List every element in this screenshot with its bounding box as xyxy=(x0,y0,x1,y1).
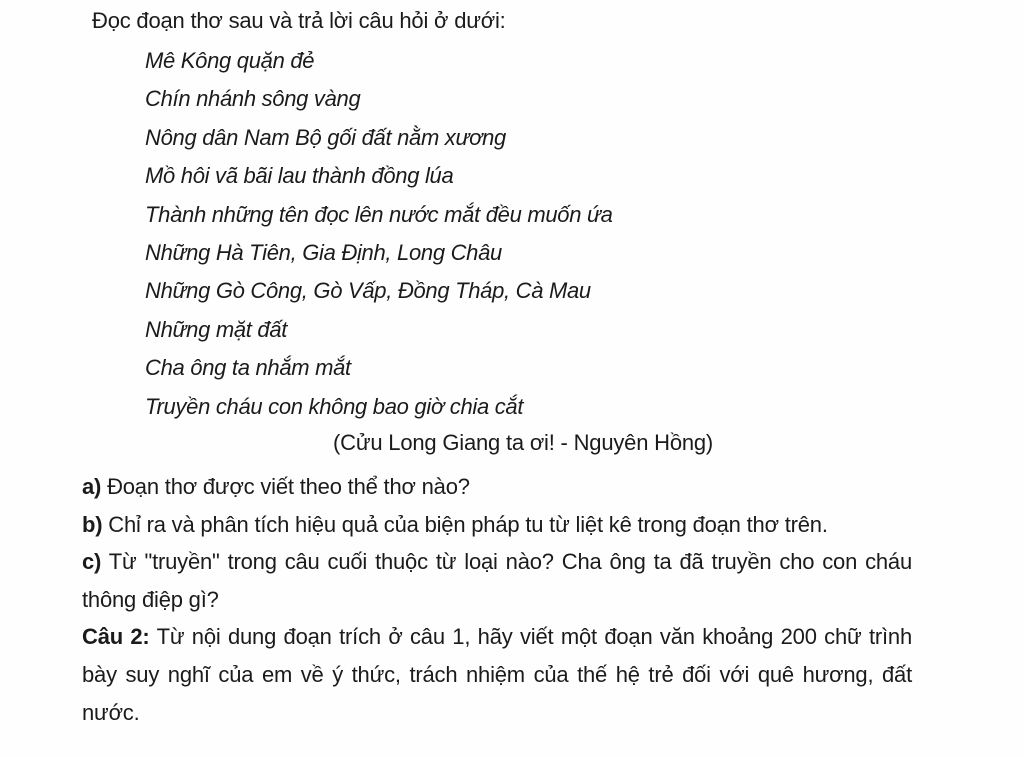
poem-line: Nông dân Nam Bộ gối đất nằm xương xyxy=(145,124,506,150)
question-a xyxy=(82,468,912,506)
question-text: Chỉ ra và phân tích hiệu quả của biện pháp tu từ liệt kê trong đoạn thơ trên. xyxy=(102,511,828,537)
instruction-text: Đọc đoạn thơ sau và trả lời câu hỏi ở dưới: xyxy=(92,8,506,33)
poem-line: Những mặt đất xyxy=(145,316,288,342)
poem-line: Mồ hôi vã bãi lau thành đồng lúa xyxy=(145,163,454,189)
question-label: c) xyxy=(82,549,102,575)
question-c xyxy=(82,543,912,618)
question-text: Từ "truyền" trong câu cuối thuộc từ loại nào? Cha ông ta đã truyền cho con cháu thông điệp gì? xyxy=(82,549,912,612)
poem-excerpt xyxy=(145,46,613,430)
question-label: b) xyxy=(82,511,103,537)
question-text: Đoạn thơ được viết theo thể thơ nào? xyxy=(101,474,470,499)
poem-line: Những Gò Công, Gò Vấp, Đồng Tháp, Cà Mau xyxy=(145,278,591,304)
poem-line: Những Hà Tiên, Gia Định, Long Châu xyxy=(145,239,502,265)
question-b xyxy=(82,506,912,544)
question-text: Từ nội dung đoạn trích ở câu 1, hãy viết một đoạn văn khoảng 200 chữ trình bày suy nghĩ của em về ý thức, trách nhiệm của thế hệ trẻ đối với quê hương, đất nước. xyxy=(82,624,912,725)
question-label: a) xyxy=(82,474,102,499)
poem-line: Thành những tên đọc lên nước mắt đều muốn ứa xyxy=(145,201,613,227)
poem-line: Mê Kông quặn đẻ xyxy=(145,48,315,73)
question-list xyxy=(82,468,912,731)
poem-source: (Cửu Long Giang ta ơi! - Nguyên Hồng) xyxy=(333,430,714,455)
question-label: Câu 2: xyxy=(82,624,150,650)
poem-line: Cha ông ta nhắm mắt xyxy=(145,355,351,381)
poem-line: Truyền cháu con không bao giờ chia cắt xyxy=(145,393,524,419)
poem-line: Chín nhánh sông vàng xyxy=(145,86,361,112)
question-cau-2 xyxy=(82,618,912,731)
